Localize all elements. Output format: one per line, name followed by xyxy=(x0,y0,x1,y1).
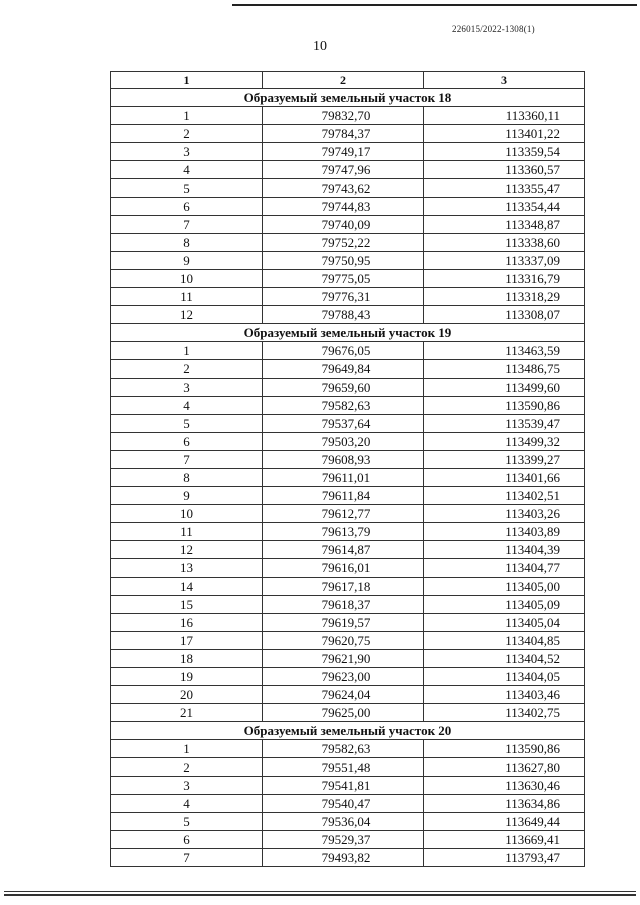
point-number: 1 xyxy=(111,740,263,758)
table-row xyxy=(111,468,585,486)
coordinate-y: 113348,87 xyxy=(424,215,585,233)
coordinate-y: 113403,46 xyxy=(424,686,585,704)
coordinate-y: 113354,44 xyxy=(424,197,585,215)
point-number: 6 xyxy=(111,432,263,450)
coordinate-y: 113337,09 xyxy=(424,251,585,269)
section-title: Образуемый земельный участок 19 xyxy=(111,324,585,342)
section-title: Образуемый земельный участок 18 xyxy=(111,89,585,107)
coordinate-y: 113402,75 xyxy=(424,704,585,722)
coordinate-x: 79612,77 xyxy=(263,505,424,523)
point-number: 3 xyxy=(111,143,263,161)
point-number: 19 xyxy=(111,668,263,686)
section-title-row xyxy=(111,722,585,740)
coordinate-y: 113404,39 xyxy=(424,541,585,559)
table-row xyxy=(111,378,585,396)
coordinate-x: 79832,70 xyxy=(263,107,424,125)
coordinate-x: 79611,01 xyxy=(263,468,424,486)
coordinate-y: 113402,51 xyxy=(424,487,585,505)
coordinate-x: 79582,63 xyxy=(263,740,424,758)
coordinate-x: 79611,84 xyxy=(263,487,424,505)
point-number: 9 xyxy=(111,487,263,505)
coordinates-table-body xyxy=(111,72,585,867)
point-number: 4 xyxy=(111,396,263,414)
point-number: 4 xyxy=(111,794,263,812)
point-number: 6 xyxy=(111,197,263,215)
coordinates-table xyxy=(110,71,585,867)
point-number: 2 xyxy=(111,125,263,143)
point-number: 6 xyxy=(111,830,263,848)
section-title-row xyxy=(111,324,585,342)
point-number: 17 xyxy=(111,631,263,649)
coordinate-x: 79529,37 xyxy=(263,830,424,848)
coordinate-y: 113308,07 xyxy=(424,306,585,324)
point-number: 5 xyxy=(111,414,263,432)
table-row xyxy=(111,288,585,306)
point-number: 2 xyxy=(111,758,263,776)
coordinate-y: 113669,41 xyxy=(424,830,585,848)
coordinate-x: 79618,37 xyxy=(263,595,424,613)
point-number: 12 xyxy=(111,541,263,559)
table-row xyxy=(111,251,585,269)
bottom-rule-thick xyxy=(4,894,636,896)
table-row xyxy=(111,668,585,686)
coordinate-y: 113539,47 xyxy=(424,414,585,432)
table-row xyxy=(111,306,585,324)
table-row xyxy=(111,143,585,161)
coordinate-y: 113590,86 xyxy=(424,396,585,414)
point-number: 20 xyxy=(111,686,263,704)
coordinate-x: 79740,09 xyxy=(263,215,424,233)
coordinate-y: 113338,60 xyxy=(424,233,585,251)
section-title: Образуемый земельный участок 20 xyxy=(111,722,585,740)
coordinate-x: 79537,64 xyxy=(263,414,424,432)
coordinate-y: 113590,86 xyxy=(424,740,585,758)
point-number: 18 xyxy=(111,649,263,667)
table-row xyxy=(111,631,585,649)
section-title-row xyxy=(111,89,585,107)
point-number: 9 xyxy=(111,251,263,269)
point-number: 10 xyxy=(111,505,263,523)
table-row xyxy=(111,704,585,722)
coordinate-x: 79747,96 xyxy=(263,161,424,179)
coordinate-y: 113499,32 xyxy=(424,432,585,450)
point-number: 7 xyxy=(111,848,263,866)
table-row xyxy=(111,541,585,559)
coordinate-x: 79608,93 xyxy=(263,450,424,468)
coordinate-x: 79551,48 xyxy=(263,758,424,776)
point-number: 7 xyxy=(111,215,263,233)
top-rule xyxy=(232,4,637,6)
coordinate-x: 79744,83 xyxy=(263,197,424,215)
coordinate-y: 113634,86 xyxy=(424,794,585,812)
coordinate-x: 79784,37 xyxy=(263,125,424,143)
coordinate-x: 79536,04 xyxy=(263,812,424,830)
point-number: 7 xyxy=(111,450,263,468)
coordinate-x: 79493,82 xyxy=(263,848,424,866)
table-row xyxy=(111,758,585,776)
coordinate-x: 79676,05 xyxy=(263,342,424,360)
coordinate-y: 113401,22 xyxy=(424,125,585,143)
table-row xyxy=(111,197,585,215)
coordinate-x: 79775,05 xyxy=(263,269,424,287)
coordinate-y: 113627,80 xyxy=(424,758,585,776)
coordinate-x: 79616,01 xyxy=(263,559,424,577)
coordinate-x: 79776,31 xyxy=(263,288,424,306)
point-number: 4 xyxy=(111,161,263,179)
point-number: 5 xyxy=(111,179,263,197)
coordinate-x: 79541,81 xyxy=(263,776,424,794)
table-row xyxy=(111,740,585,758)
table-row xyxy=(111,613,585,631)
coordinate-x: 79749,17 xyxy=(263,143,424,161)
point-number: 21 xyxy=(111,704,263,722)
coordinate-y: 113401,66 xyxy=(424,468,585,486)
point-number: 1 xyxy=(111,342,263,360)
point-number: 13 xyxy=(111,559,263,577)
point-number: 5 xyxy=(111,812,263,830)
coordinate-y: 113404,52 xyxy=(424,649,585,667)
coordinate-x: 79613,79 xyxy=(263,523,424,541)
column-header-3: 3 xyxy=(424,72,585,89)
coordinate-y: 113403,26 xyxy=(424,505,585,523)
table-row xyxy=(111,233,585,251)
coordinate-x: 79621,90 xyxy=(263,649,424,667)
table-row xyxy=(111,396,585,414)
coordinate-y: 113404,05 xyxy=(424,668,585,686)
column-header-2: 2 xyxy=(263,72,424,89)
coordinate-x: 79619,57 xyxy=(263,613,424,631)
coordinate-y: 113399,27 xyxy=(424,450,585,468)
point-number: 14 xyxy=(111,577,263,595)
coordinate-y: 113360,57 xyxy=(424,161,585,179)
coordinate-y: 113630,46 xyxy=(424,776,585,794)
point-number: 8 xyxy=(111,468,263,486)
coordinate-y: 113405,00 xyxy=(424,577,585,595)
coordinate-x: 79620,75 xyxy=(263,631,424,649)
table-row xyxy=(111,523,585,541)
table-row xyxy=(111,360,585,378)
table-row xyxy=(111,686,585,704)
coordinate-x: 79614,87 xyxy=(263,541,424,559)
point-number: 15 xyxy=(111,595,263,613)
bottom-rule xyxy=(4,891,636,892)
point-number: 2 xyxy=(111,360,263,378)
point-number: 11 xyxy=(111,523,263,541)
point-number: 11 xyxy=(111,288,263,306)
column-header-row xyxy=(111,72,585,89)
coordinate-x: 79540,47 xyxy=(263,794,424,812)
table-row xyxy=(111,649,585,667)
coordinate-y: 113404,77 xyxy=(424,559,585,577)
point-number: 3 xyxy=(111,776,263,794)
coordinate-y: 113318,29 xyxy=(424,288,585,306)
table-row xyxy=(111,450,585,468)
coordinate-y: 113403,89 xyxy=(424,523,585,541)
point-number: 3 xyxy=(111,378,263,396)
point-number: 1 xyxy=(111,107,263,125)
coordinate-x: 79750,95 xyxy=(263,251,424,269)
point-number: 8 xyxy=(111,233,263,251)
table-row xyxy=(111,215,585,233)
table-row xyxy=(111,107,585,125)
coordinate-x: 79743,62 xyxy=(263,179,424,197)
document-number: 226015/2022-1308(1) xyxy=(452,24,535,34)
coordinate-y: 113405,09 xyxy=(424,595,585,613)
table-row xyxy=(111,595,585,613)
table-row xyxy=(111,161,585,179)
coordinate-y: 113316,79 xyxy=(424,269,585,287)
coordinate-x: 79582,63 xyxy=(263,396,424,414)
table-row xyxy=(111,505,585,523)
table-row xyxy=(111,414,585,432)
point-number: 16 xyxy=(111,613,263,631)
point-number: 12 xyxy=(111,306,263,324)
table-row xyxy=(111,812,585,830)
coordinate-y: 113463,59 xyxy=(424,342,585,360)
coordinate-y: 113486,75 xyxy=(424,360,585,378)
table-row xyxy=(111,487,585,505)
table-row xyxy=(111,559,585,577)
table-row xyxy=(111,269,585,287)
coordinate-y: 113360,11 xyxy=(424,107,585,125)
page-number: 10 xyxy=(313,39,327,54)
coordinate-y: 113359,54 xyxy=(424,143,585,161)
table-row xyxy=(111,794,585,812)
coordinate-x: 79503,20 xyxy=(263,432,424,450)
coordinate-x: 79625,00 xyxy=(263,704,424,722)
table-row xyxy=(111,776,585,794)
coordinate-y: 113404,85 xyxy=(424,631,585,649)
coordinate-y: 113793,47 xyxy=(424,848,585,866)
table-row xyxy=(111,179,585,197)
coordinate-x: 79624,04 xyxy=(263,686,424,704)
column-header-1: 1 xyxy=(111,72,263,89)
coordinate-x: 79617,18 xyxy=(263,577,424,595)
coordinate-x: 79659,60 xyxy=(263,378,424,396)
coordinate-y: 113355,47 xyxy=(424,179,585,197)
coordinate-x: 79623,00 xyxy=(263,668,424,686)
coordinate-x: 79788,43 xyxy=(263,306,424,324)
table-row xyxy=(111,577,585,595)
coordinate-x: 79752,22 xyxy=(263,233,424,251)
table-row xyxy=(111,342,585,360)
coordinate-y: 113499,60 xyxy=(424,378,585,396)
table-row xyxy=(111,125,585,143)
table-row xyxy=(111,830,585,848)
coordinate-y: 113649,44 xyxy=(424,812,585,830)
table-row xyxy=(111,432,585,450)
coordinate-x: 79649,84 xyxy=(263,360,424,378)
table-row xyxy=(111,848,585,866)
coordinate-y: 113405,04 xyxy=(424,613,585,631)
point-number: 10 xyxy=(111,269,263,287)
